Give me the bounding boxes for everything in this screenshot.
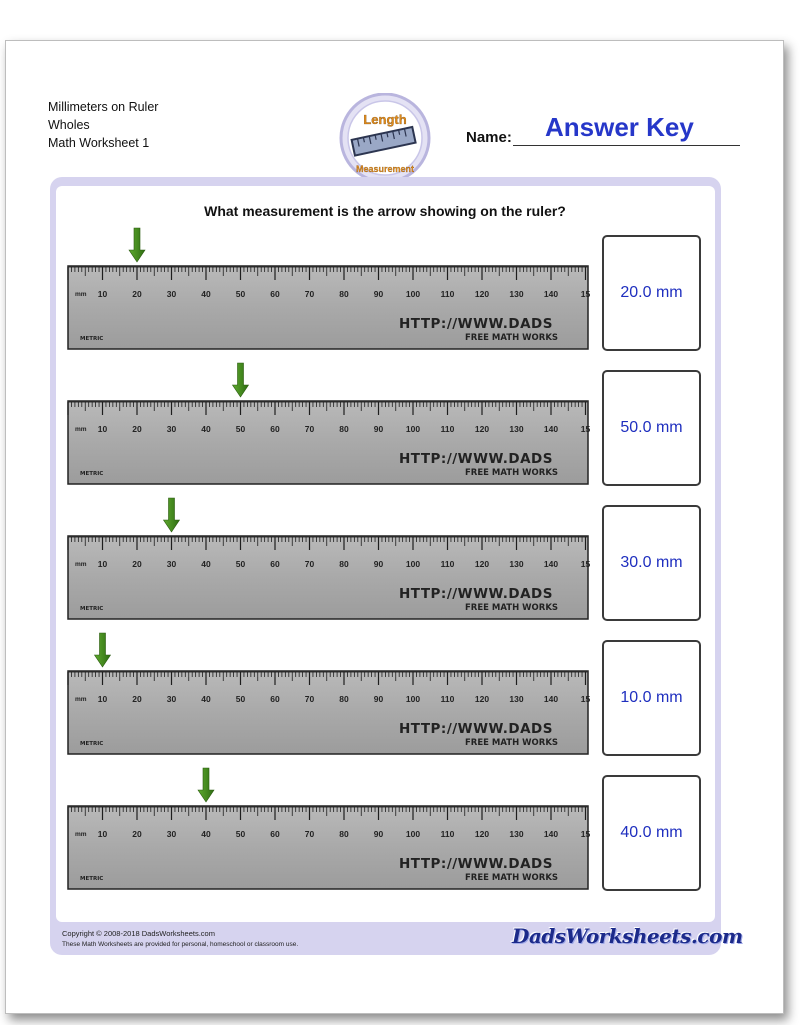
worksheet-subtopic: Wholes [48, 118, 90, 132]
ruler-tick-number: 20 [132, 694, 142, 704]
ruler-subtitle-text: FREE MATH WORKS [465, 603, 559, 613]
ruler-problem [68, 498, 590, 619]
ruler-tick-number: 90 [373, 424, 384, 434]
ruler-tick-number: 15 [580, 559, 591, 569]
ruler-problem [68, 363, 590, 484]
ruler-tick-number: 110 [440, 694, 455, 704]
ruler-unit-label: mm [75, 696, 87, 703]
ruler-unit-label: mm [75, 291, 87, 298]
ruler-tick-number: 50 [235, 559, 246, 569]
logo-measurement-text: Measurement [355, 164, 415, 174]
ruler-tick-number: 140 [543, 829, 559, 839]
ruler-tick-number: 90 [373, 289, 384, 299]
ruler-tick-number: 80 [339, 829, 349, 839]
question-text: What measurement is the arrow showing on the ruler? [204, 203, 566, 219]
footer-copyright: Copyright © 2008-2018 DadsWorksheets.com [62, 929, 215, 938]
ruler-metric-label: METRIC [80, 471, 104, 477]
ruler-tick-number: 120 [474, 694, 490, 704]
ruler-subtitle-text: FREE MATH WORKS [465, 333, 559, 343]
answer-box: 40.0 mm [602, 775, 701, 891]
ruler-tick-number: 30 [166, 559, 177, 569]
ruler-tick-number: 110 [440, 829, 455, 839]
logo-length-text: Length [363, 112, 407, 127]
ruler-problem [68, 633, 590, 754]
answer-box: 50.0 mm [602, 370, 701, 486]
ruler-tick-number: 15 [580, 829, 591, 839]
ruler-tick-number: 140 [543, 289, 559, 299]
ruler-tick-number: 40 [201, 559, 211, 569]
answer-box: 30.0 mm [602, 505, 701, 621]
pointer-arrow-icon [233, 363, 249, 397]
ruler-tick-number: 30 [166, 694, 177, 704]
ruler-tick-number: 130 [509, 559, 524, 569]
ruler-tick-number: 70 [304, 694, 315, 704]
ruler-tick-number: 30 [166, 829, 177, 839]
ruler-tick-number: 60 [270, 559, 280, 569]
ruler-tick-number: 90 [373, 559, 384, 569]
ruler-tick-number: 20 [132, 559, 142, 569]
ruler-tick-number: 50 [235, 289, 246, 299]
ruler-metric-label: METRIC [80, 741, 104, 747]
ruler-tick-number: 50 [235, 694, 246, 704]
ruler-tick-number: 100 [405, 694, 421, 704]
ruler-metric-label: METRIC [80, 876, 104, 882]
ruler-tick-number: 40 [201, 694, 211, 704]
ruler-metric-label: METRIC [80, 606, 104, 612]
ruler-url-text: HTTP://WWW.DADS [399, 451, 553, 467]
ruler-tick-number: 60 [270, 694, 280, 704]
ruler-unit-label: mm [75, 831, 87, 838]
ruler-tick-number: 50 [235, 424, 246, 434]
ruler-tick-number: 100 [405, 829, 421, 839]
ruler-tick-number: 120 [474, 559, 490, 569]
ruler-tick-number: 130 [509, 829, 524, 839]
ruler-tick-number: 90 [373, 829, 384, 839]
ruler-tick-number: 15 [580, 424, 591, 434]
ruler-tick-number: 80 [339, 424, 349, 434]
ruler-tick-number: 140 [543, 559, 559, 569]
worksheet-topic: Millimeters on Ruler [48, 100, 159, 114]
ruler-tick-number: 80 [339, 694, 349, 704]
ruler-tick-number: 80 [339, 559, 349, 569]
ruler-tick-number: 40 [201, 289, 211, 299]
ruler-tick-number: 70 [304, 424, 315, 434]
ruler-tick-number: 30 [166, 289, 177, 299]
ruler-url-text: HTTP://WWW.DADS [399, 856, 553, 872]
ruler-tick-number: 110 [440, 424, 455, 434]
ruler-url-text: HTTP://WWW.DADS [399, 721, 553, 737]
ruler-url-text: HTTP://WWW.DADS [399, 316, 553, 332]
dadsworksheets-logo: DadsWorksheets.com [512, 924, 743, 948]
ruler-subtitle-text: FREE MATH WORKS [465, 468, 559, 478]
ruler-url-text: HTTP://WWW.DADS [399, 586, 553, 602]
ruler-metric-label: METRIC [80, 336, 104, 342]
ruler-unit-label: mm [75, 426, 87, 433]
ruler-tick-number: 100 [405, 289, 421, 299]
ruler-tick-number: 40 [201, 424, 211, 434]
ruler-tick-number: 10 [97, 559, 108, 569]
ruler-tick-number: 20 [132, 829, 142, 839]
ruler-subtitle-text: FREE MATH WORKS [465, 738, 559, 748]
ruler-tick-number: 130 [509, 424, 524, 434]
ruler-tick-number: 70 [304, 289, 315, 299]
pointer-arrow-icon [129, 228, 145, 262]
ruler-tick-number: 120 [474, 424, 490, 434]
ruler-tick-number: 100 [405, 424, 421, 434]
answer-box: 10.0 mm [602, 640, 701, 756]
ruler-tick-number: 100 [405, 559, 421, 569]
ruler-tick-number: 50 [235, 829, 246, 839]
ruler-tick-number: 110 [440, 559, 455, 569]
ruler-tick-number: 140 [543, 694, 559, 704]
ruler-tick-number: 120 [474, 289, 490, 299]
ruler-tick-number: 10 [97, 289, 108, 299]
ruler-tick-number: 20 [132, 424, 142, 434]
ruler-tick-number: 110 [440, 289, 455, 299]
ruler-tick-number: 20 [132, 289, 142, 299]
ruler-tick-number: 140 [543, 424, 559, 434]
ruler-problem [68, 768, 590, 889]
ruler-tick-number: 70 [304, 559, 315, 569]
ruler-tick-number: 10 [97, 694, 108, 704]
ruler-tick-number: 90 [373, 694, 384, 704]
ruler-tick-number: 80 [339, 289, 349, 299]
ruler-problem [68, 228, 590, 349]
worksheet-number: Math Worksheet 1 [48, 136, 150, 150]
ruler-tick-number: 60 [270, 289, 280, 299]
ruler-tick-number: 130 [509, 694, 524, 704]
footer-usage-note: These Math Worksheets are provided for personal, homeschool or classroom use. [62, 941, 299, 948]
ruler-tick-number: 15 [580, 289, 591, 299]
ruler-tick-number: 60 [270, 424, 280, 434]
name-label: Name: [466, 129, 512, 146]
ruler-tick-number: 30 [166, 424, 177, 434]
ruler-tick-number: 120 [474, 829, 490, 839]
ruler-tick-number: 130 [509, 289, 524, 299]
ruler-tick-number: 15 [580, 694, 591, 704]
pointer-arrow-icon [95, 633, 111, 667]
pointer-arrow-icon [198, 768, 214, 802]
answer-box: 20.0 mm [602, 235, 701, 351]
ruler-tick-number: 40 [201, 829, 211, 839]
ruler-tick-number: 10 [97, 829, 108, 839]
ruler-tick-number: 70 [304, 829, 315, 839]
ruler-subtitle-text: FREE MATH WORKS [465, 873, 559, 883]
pointer-arrow-icon [164, 498, 180, 532]
ruler-tick-number: 10 [97, 424, 108, 434]
ruler-tick-number: 60 [270, 829, 280, 839]
answer-key-title: Answer Key [545, 112, 694, 142]
ruler-unit-label: mm [75, 561, 87, 568]
